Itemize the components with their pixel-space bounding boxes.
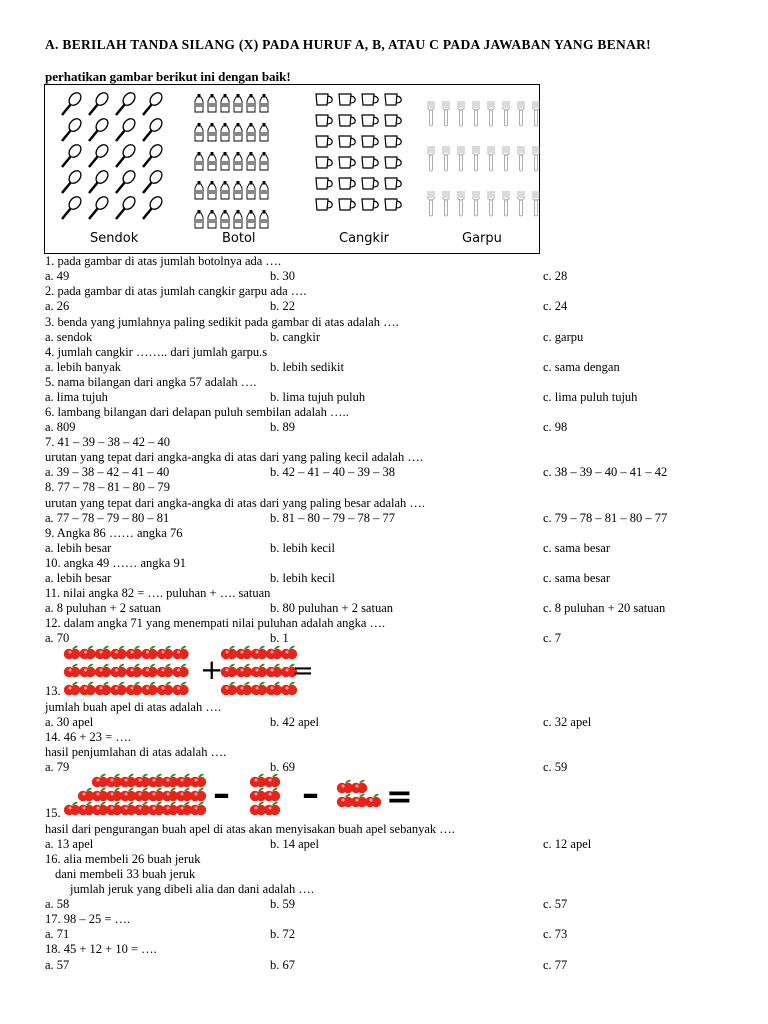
apple-icon: [236, 664, 252, 677]
bottle-icon: [195, 181, 203, 199]
bottle-icon: [195, 123, 203, 141]
question-text: jumlah jeruk yang dibeli alia dan dani adalah ….: [70, 882, 315, 896]
apple-icon: [120, 788, 136, 801]
spoon-icon: [62, 142, 83, 167]
apple-icon: [266, 646, 282, 659]
apple-icon: [351, 780, 367, 793]
apple-icon: [120, 774, 136, 787]
apple-icon: [141, 682, 157, 695]
question-text: 14. 46 + 23 = ….: [45, 730, 131, 744]
cup-icon: [385, 178, 401, 189]
question-text: 8. 77 – 78 – 81 – 80 – 79: [45, 480, 170, 494]
cup-icon: [316, 115, 332, 126]
answer-option-c[interactable]: c. sama dengan: [543, 360, 620, 374]
question-text: 12. dalam angka 71 yang menempati nilai puluhan adalah angka ….: [45, 616, 386, 630]
apple-icon: [162, 788, 178, 801]
answer-option-b[interactable]: b. 14 apel: [270, 837, 319, 851]
fork-icon: [458, 101, 465, 126]
fork-icon: [533, 146, 540, 171]
answer-option-a[interactable]: a. 79: [45, 760, 70, 774]
fork-icon: [533, 191, 540, 216]
apple-icon: [172, 646, 188, 659]
answer-option-a[interactable]: a. 70: [45, 631, 70, 645]
caption-cangkir: Cangkir: [339, 231, 390, 246]
figure-icons: [45, 85, 541, 255]
spoon-icon: [62, 168, 83, 193]
answer-option-a[interactable]: a. 39 – 38 – 42 – 41 – 40: [45, 465, 170, 479]
answer-option-b[interactable]: b. cangkir: [270, 330, 320, 344]
fork-icon: [503, 146, 510, 171]
apple-icon: [176, 802, 192, 815]
fork-icon: [488, 101, 495, 126]
bottle-icon: [260, 210, 268, 228]
answer-option-a[interactable]: a. lebih banyak: [45, 360, 122, 374]
spoon-icon: [89, 116, 110, 141]
answer-option-b[interactable]: b. 72: [270, 927, 295, 941]
bottle-icon: [221, 152, 229, 170]
question-text: 9. Angka 86 …… angka 76: [45, 526, 183, 540]
apple-icon: [110, 664, 126, 677]
spoon-icon: [89, 194, 110, 219]
fork-icon: [473, 191, 480, 216]
answer-option-b[interactable]: b. 81 – 80 – 79 – 78 – 77: [270, 511, 395, 525]
answer-option-c[interactable]: c. 38 – 39 – 40 – 41 – 42: [543, 465, 668, 479]
apple-icon: [162, 774, 178, 787]
answer-option-a[interactable]: a. 71: [45, 927, 70, 941]
apple-icon: [141, 664, 157, 677]
spoon-icon: [143, 194, 164, 219]
apple-icon: [337, 794, 353, 807]
answer-option-a[interactable]: a. lebih besar: [45, 541, 112, 555]
spoon-icon: [143, 168, 164, 193]
question-text: 5. nama bilangan dari angka 57 adalah ….: [45, 375, 257, 389]
bottle-icon: [247, 123, 255, 141]
bottle-icon: [247, 210, 255, 228]
cup-icon: [385, 115, 401, 126]
spoon-icon: [143, 142, 164, 167]
apple-icon: [126, 682, 142, 695]
apple-icon: [157, 646, 173, 659]
question-text: 15.: [45, 806, 61, 820]
fork-icon: [428, 191, 435, 216]
cup-icon: [339, 178, 355, 189]
fork-icon: [503, 191, 510, 216]
apple-subtraction-figure: [60, 772, 420, 822]
cup-icon: [339, 199, 355, 210]
apple-icon: [79, 682, 95, 695]
apple-icon: [266, 682, 282, 695]
apple-icon: [236, 682, 252, 695]
counting-figure: [44, 84, 540, 254]
question-text: urutan yang tepat dari angka-angka di atas dari yang paling besar adalah ….: [45, 496, 426, 510]
answer-option-c[interactable]: c. garpu: [543, 330, 584, 344]
cup-icon: [316, 94, 332, 105]
apple-icon: [190, 802, 206, 815]
answer-option-a[interactable]: a. sendok: [45, 330, 93, 344]
question-text: hasil penjumlahan di atas adalah ….: [45, 745, 227, 759]
caption-sendok: Sendok: [90, 231, 139, 246]
question-text: 2. pada gambar di atas jumlah cangkir garpu ada ….: [45, 284, 307, 298]
answer-option-a[interactable]: a. 58: [45, 897, 70, 911]
answer-option-b[interactable]: b. lebih kecil: [270, 541, 335, 555]
apple-icon: [106, 774, 122, 787]
answer-option-b[interactable]: b. 42 – 41 – 40 – 39 – 38: [270, 465, 395, 479]
fork-icon: [473, 146, 480, 171]
bottle-icon: [208, 181, 216, 199]
answer-option-a[interactable]: a. 809: [45, 420, 76, 434]
caption-garpu: Garpu: [462, 231, 502, 246]
question-text: 13.: [45, 684, 61, 698]
answer-option-c[interactable]: c. 24: [543, 299, 568, 313]
equals-sign: =: [292, 656, 314, 686]
apple-addition-figure: [60, 642, 320, 700]
apple-icon: [95, 646, 111, 659]
answer-option-c[interactable]: c. 12 apel: [543, 837, 592, 851]
question-text: 18. 45 + 12 + 10 = ….: [45, 942, 157, 956]
apple-icon: [337, 780, 353, 793]
answer-option-b[interactable]: b. lebih sedikit: [270, 360, 344, 374]
bottle-icon: [221, 210, 229, 228]
bottle-icon: [260, 94, 268, 112]
apple-icon: [157, 664, 173, 677]
bottle-icon: [221, 94, 229, 112]
fork-icon: [503, 101, 510, 126]
answer-option-c[interactable]: c. 32 apel: [543, 715, 592, 729]
apple-icon: [64, 682, 80, 695]
question-text: dani membeli 33 buah jeruk: [55, 867, 196, 881]
apple-icon: [251, 664, 267, 677]
bottle-icon: [195, 94, 203, 112]
equals-sign: =: [386, 777, 413, 815]
apple-icon: [250, 774, 266, 787]
bottle-icon: [221, 123, 229, 141]
fork-icon: [488, 146, 495, 171]
apple-icon: [250, 802, 266, 815]
question-text: urutan yang tepat dari angka-angka di atas dari yang paling kecil adalah ….: [45, 450, 423, 464]
apple-icon: [64, 802, 80, 815]
answer-option-c[interactable]: c. 7: [543, 631, 562, 645]
apple-icon: [157, 682, 173, 695]
cup-icon: [362, 136, 378, 147]
question-text: 7. 41 – 39 – 38 – 42 – 40: [45, 435, 170, 449]
answer-option-c[interactable]: c. 57: [543, 897, 568, 911]
fork-icon: [488, 191, 495, 216]
cup-icon: [316, 178, 332, 189]
bottle-icon: [234, 94, 242, 112]
cup-icon: [339, 136, 355, 147]
bottle-icon: [260, 152, 268, 170]
instruction: perhatikan gambar berikut ini dengan baik!: [45, 69, 291, 84]
apple-icon: [251, 682, 267, 695]
apple-icon: [134, 788, 150, 801]
cup-icon: [362, 178, 378, 189]
cup-icon: [385, 136, 401, 147]
answer-option-b[interactable]: b. 42 apel: [270, 715, 319, 729]
answer-option-b[interactable]: b. 30: [270, 269, 295, 283]
bottle-icon: [208, 210, 216, 228]
answer-option-c[interactable]: c. 98: [543, 420, 568, 434]
apple-icon: [264, 802, 280, 815]
answer-option-b[interactable]: b. 22: [270, 299, 295, 313]
apple-icon: [190, 788, 206, 801]
fork-icon: [518, 101, 525, 126]
apple-icon: [141, 646, 157, 659]
question-text: 11. nilai angka 82 = …. puluhan + …. satuan: [45, 586, 271, 600]
apple-icon: [79, 646, 95, 659]
cup-icon: [316, 136, 332, 147]
apple-icon: [78, 788, 94, 801]
answer-option-c[interactable]: c. 73: [543, 927, 568, 941]
apple-icon: [148, 774, 164, 787]
answer-option-b[interactable]: b. 80 puluhan + 2 satuan: [270, 601, 394, 615]
cup-icon: [385, 94, 401, 105]
apple-icon: [266, 664, 282, 677]
spoon-icon: [116, 142, 137, 167]
apple-icon: [162, 802, 178, 815]
plus-sign: +: [200, 653, 224, 686]
bottle-icon: [195, 152, 203, 170]
apple-icon: [148, 802, 164, 815]
question-text: 16. alia membeli 26 buah jeruk: [45, 852, 201, 866]
bottle-icon: [234, 181, 242, 199]
fork-icon: [473, 101, 480, 126]
bottle-icon: [234, 210, 242, 228]
bottle-icon: [195, 210, 203, 228]
apple-icon: [236, 646, 252, 659]
cup-icon: [385, 157, 401, 168]
cup-icon: [339, 157, 355, 168]
page-title: A. BERILAH TANDA SILANG (X) PADA HURUF A, B, ATAU C PADA JAWABAN YANG BENAR!: [45, 37, 651, 52]
apple-icon: [64, 646, 80, 659]
answer-option-c[interactable]: c. 8 puluhan + 20 satuan: [543, 601, 666, 615]
fork-icon: [458, 146, 465, 171]
apple-icon: [264, 774, 280, 787]
apple-icon: [190, 774, 206, 787]
cup-icon: [385, 199, 401, 210]
question-text: hasil dari pengurangan buah apel di atas akan menyisakan buah apel sebanyak ….: [45, 822, 455, 836]
spoon-icon: [89, 142, 110, 167]
question-text: 4. jumlah cangkir …….. dari jumlah garpu.s: [45, 345, 268, 359]
cup-icon: [316, 157, 332, 168]
answer-option-a[interactable]: a. lebih besar: [45, 571, 112, 585]
fork-icon: [458, 191, 465, 216]
cup-icon: [339, 94, 355, 105]
answer-option-a[interactable]: a. 57: [45, 958, 70, 972]
answer-option-a[interactable]: a. 30 apel: [45, 715, 94, 729]
apple-icon: [64, 664, 80, 677]
spoon-icon: [116, 116, 137, 141]
apple-icon: [264, 788, 280, 801]
answer-option-c[interactable]: c. 77: [543, 958, 568, 972]
answer-option-c[interactable]: c. 59: [543, 760, 568, 774]
answer-option-c[interactable]: c. lima puluh tujuh: [543, 390, 638, 404]
spoon-icon: [62, 194, 83, 219]
cup-icon: [362, 94, 378, 105]
bottle-icon: [208, 94, 216, 112]
fork-icon: [443, 146, 450, 171]
apple-icon: [251, 646, 267, 659]
apple-icon: [95, 682, 111, 695]
fork-icon: [533, 101, 540, 126]
answer-option-c[interactable]: c. sama besar: [543, 571, 610, 585]
spoon-icon: [89, 168, 110, 193]
apple-icon: [176, 774, 192, 787]
fork-icon: [518, 191, 525, 216]
apple-icon: [250, 788, 266, 801]
answer-option-c[interactable]: c. 28: [543, 269, 568, 283]
apple-icon: [106, 802, 122, 815]
cup-icon: [362, 115, 378, 126]
answer-option-b[interactable]: b. 69: [270, 760, 295, 774]
apple-icon: [92, 774, 108, 787]
apple-icon: [92, 802, 108, 815]
bottle-icon: [208, 152, 216, 170]
spoon-icon: [143, 90, 164, 115]
fork-icon: [443, 101, 450, 126]
apple-icon: [365, 794, 381, 807]
fork-icon: [443, 191, 450, 216]
spoon-icon: [62, 90, 83, 115]
question-text: 1. pada gambar di atas jumlah botolnya ada ….: [45, 254, 282, 268]
caption-botol: Botol: [222, 231, 256, 246]
apple-icon: [106, 788, 122, 801]
spoon-icon: [116, 90, 137, 115]
fork-icon: [428, 101, 435, 126]
bottle-icon: [260, 181, 268, 199]
apple-icon: [172, 682, 188, 695]
fork-icon: [518, 146, 525, 171]
fork-icon: [428, 146, 435, 171]
bottle-icon: [247, 94, 255, 112]
answer-option-b[interactable]: b. 59: [270, 897, 295, 911]
apple-icon: [110, 646, 126, 659]
spoon-icon: [62, 116, 83, 141]
answer-option-a[interactable]: a. 26: [45, 299, 70, 313]
bottle-icon: [234, 123, 242, 141]
answer-option-a[interactable]: a. lima tujuh: [45, 390, 108, 404]
question-text: jumlah buah apel di atas adalah ….: [45, 700, 221, 714]
apple-icon: [126, 664, 142, 677]
question-text: 17. 98 – 25 = ….: [45, 912, 131, 926]
apple-icon: [176, 788, 192, 801]
apple-icon: [351, 794, 367, 807]
answer-option-b[interactable]: b. 1: [270, 631, 289, 645]
cup-icon: [362, 157, 378, 168]
apple-icon: [95, 664, 111, 677]
answer-option-b[interactable]: b. lima tujuh puluh: [270, 390, 366, 404]
spoon-icon: [143, 116, 164, 141]
answer-option-b[interactable]: b. 89: [270, 420, 295, 434]
bottle-icon: [260, 123, 268, 141]
answer-option-c[interactable]: c. sama besar: [543, 541, 610, 555]
spoon-icon: [89, 90, 110, 115]
bottle-icon: [234, 152, 242, 170]
answer-option-a[interactable]: a. 8 puluhan + 2 satuan: [45, 601, 162, 615]
apple-icon: [148, 788, 164, 801]
minus-sign-2: –: [302, 774, 319, 814]
spoon-icon: [116, 168, 137, 193]
minus-sign-1: –: [213, 774, 230, 814]
answer-option-a[interactable]: a. 77 – 78 – 79 – 80 – 81: [45, 511, 170, 525]
cup-icon: [362, 199, 378, 210]
cup-icon: [339, 115, 355, 126]
spoon-icon: [116, 194, 137, 219]
answer-option-a[interactable]: a. 49: [45, 269, 70, 283]
bottle-icon: [247, 152, 255, 170]
bottle-icon: [221, 181, 229, 199]
apple-icon: [78, 802, 94, 815]
question-text: 10. angka 49 …… angka 91: [45, 556, 186, 570]
answer-option-b[interactable]: b. 67: [270, 958, 295, 972]
answer-option-a[interactable]: a. 13 apel: [45, 837, 94, 851]
answer-option-b[interactable]: b. lebih kecil: [270, 571, 335, 585]
answer-option-c[interactable]: c. 79 – 78 – 81 – 80 – 77: [543, 511, 668, 525]
apple-icon: [126, 646, 142, 659]
question-text: 3. benda yang jumlahnya paling sedikit pada gambar di atas adalah ….: [45, 315, 399, 329]
apple-icon: [134, 802, 150, 815]
cup-icon: [316, 199, 332, 210]
apple-icon: [79, 664, 95, 677]
apple-icon: [172, 664, 188, 677]
bottle-icon: [208, 123, 216, 141]
question-text: 6. lambang bilangan dari delapan puluh sembilan adalah …..: [45, 405, 349, 419]
apple-icon: [134, 774, 150, 787]
apple-icon: [120, 802, 136, 815]
bottle-icon: [247, 181, 255, 199]
apple-icon: [110, 682, 126, 695]
apple-icon: [92, 788, 108, 801]
